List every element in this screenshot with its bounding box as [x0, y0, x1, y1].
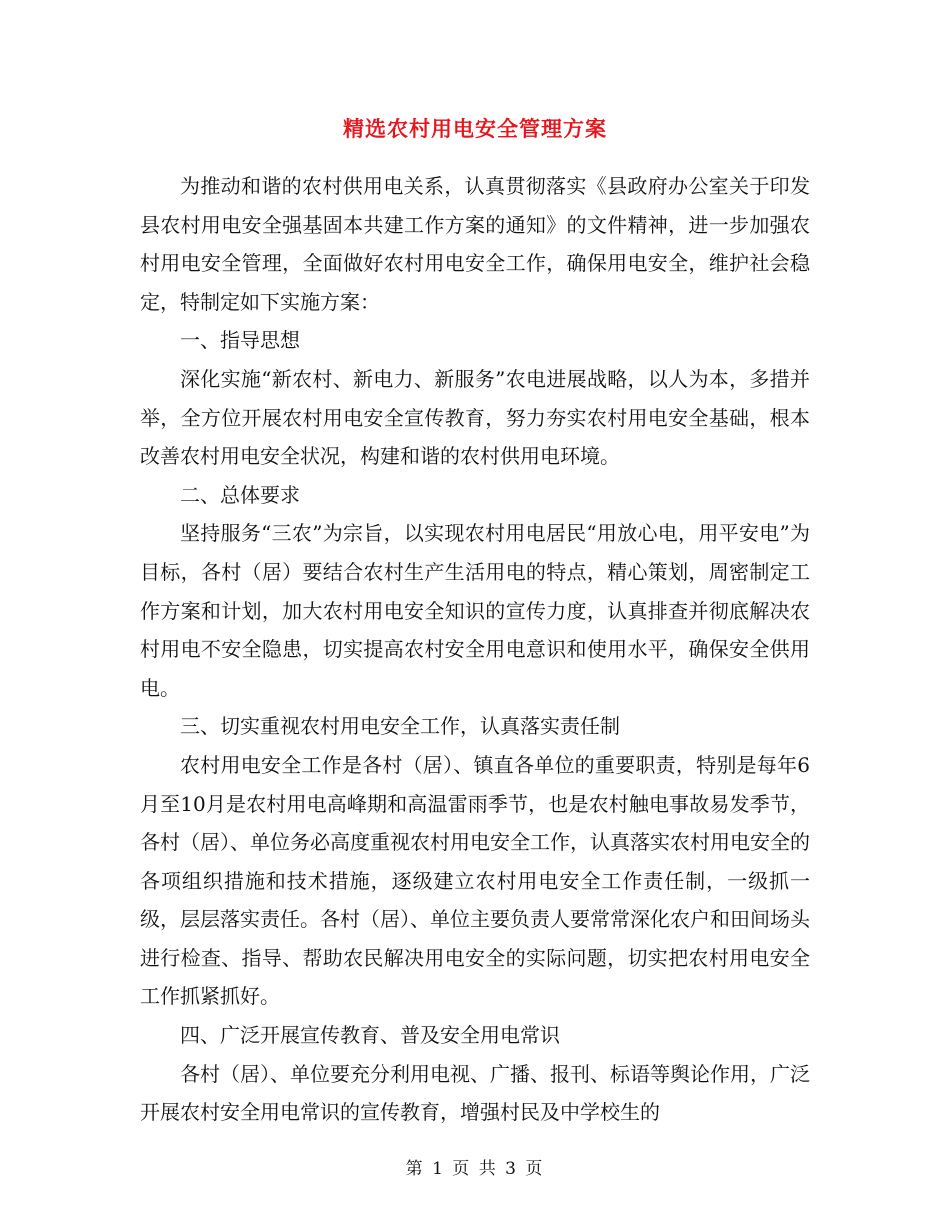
document-title: 精选农村用电安全管理方案 — [343, 116, 607, 141]
publicity-paragraph: 各村（居）、单位要充分利用电视、广播、报刊、标语等舆论作用，广泛开展农村安全用电常识的宣传教育，增强村民及中学校生的 — [140, 1061, 810, 1125]
responsibility-paragraph: 农村用电安全工作是各村（居）、镇直各单位的重要职责，特别是每年6月至10月是农村用电高峰期和高温雷雨季节，也是农村触电事故易发季节，各村（居）、单位务必高度重视农村用电安全工作，认真落实农村用电安全的各项组织措施和技术措施，逐级建立农村用电安全工作责任制，一级抓一级，层层落实责任。各村（居）、单位主要负责人要常常深化农户和田间场头进行检查、指导、帮助农民解决用电安全的实际问题，切实把农村用电安全工作抓紧抓好。 — [140, 752, 810, 1009]
page-footer: 第 1 页 共 3 页 — [405, 1159, 545, 1179]
overall-requirements-paragraph: 坚持服务“三农”为宗旨，以实现农村用电居民“用放心电，用平安电”为目标，各村（居）要结合农村生产生活用电的特点，精心策划，周密制定工作方案和计划，加大农村用电安全知识的宣传力度，认真排查并彻底解决农村用电不安全隐患，切实提高农村安全用电意识和使用水平，确保安全供用电。 — [140, 521, 810, 700]
guiding-principle-paragraph: 深化实施“新农村、新电力、新服务”农电进展战略，以人为本，多措并举，全方位开展农村用电安全宣传教育，努力夯实农村用电安全基础，根本改善农村用电安全状况，构建和谐的农村供用电环境。 — [140, 366, 810, 469]
section-heading-overall-requirements: 二、总体要求 — [180, 482, 300, 507]
document-body — [140, 167, 810, 1132]
intro-paragraph: 为推动和谐的农村供用电关系，认真贯彻落实《县政府办公室关于印发县农村用电安全强基固本共建工作方案的通知》的文件精神，进一步加强农村用电安全管理，全面做好农村用电安全工作，确保用电安全，维护社会稳定，特制定如下实施方案： — [140, 174, 810, 314]
section-heading-publicity: 四、广泛开展宣传教育、普及安全用电常识 — [180, 1023, 560, 1048]
section-heading-responsibility: 三、切实重视农村用电安全工作，认真落实责任制 — [180, 714, 620, 739]
section-heading-guiding-principle: 一、指导思想 — [180, 328, 300, 353]
